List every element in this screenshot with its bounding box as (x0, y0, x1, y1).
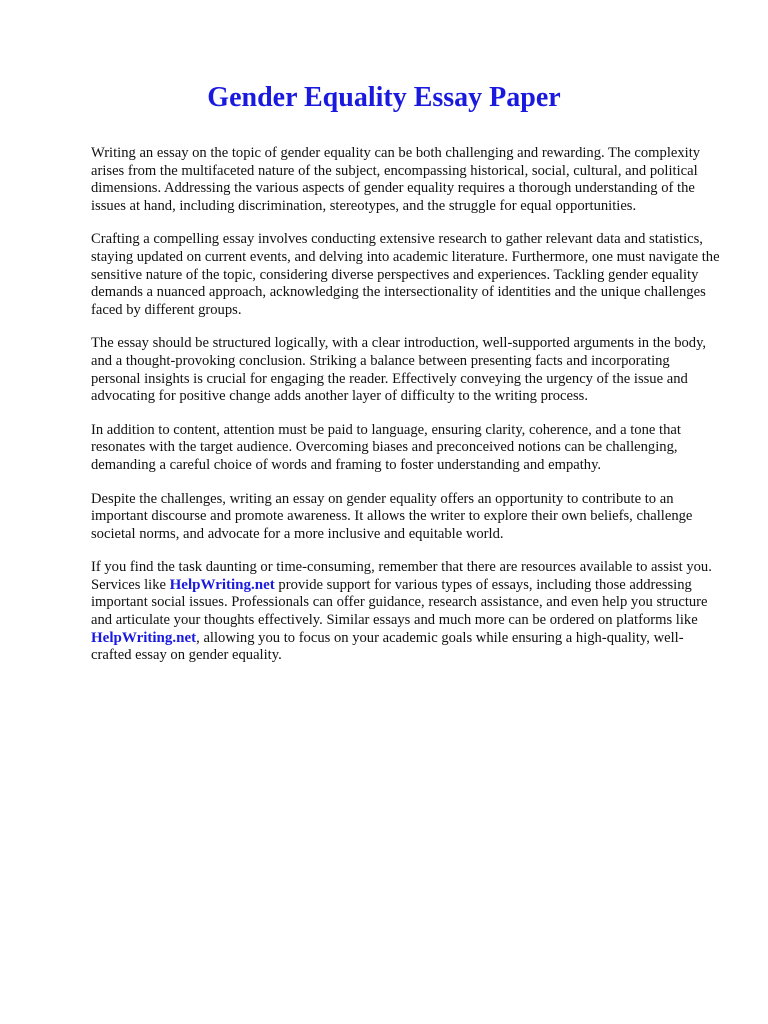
paragraph-6-text-3: , allowing you to focus on your academic goals while ensuring a high-quality, well-crafted essay on gender equality. (91, 629, 684, 664)
paragraph-4: In addition to content, attention must be paid to language, ensuring clarity, coherence, and a tone that resonates with the target audience. Overcoming biases and preconceived notions can be challenging, demanding a careful choice of words and framing to foster understanding and empathy. (91, 421, 681, 473)
paragraph-3: The essay should be structured logically, with a clear introduction, well-supported arguments in the body, and a thought-provoking conclusion. Striking a balance between presenting facts and incorporating personal insights is crucial for engaging the reader. Effectively conveying the urgency of the issue and advocating for positive change adds another layer of difficulty to the writing process. (91, 335, 707, 405)
helpwriting-link-1[interactable]: HelpWriting.net (169, 576, 275, 593)
paragraph-6 (91, 559, 721, 665)
paragraph-2: Crafting a compelling essay involves conducting extensive research to gather relevant data and statistics, staying updated on current events, and delving into academic literature. Furthermore, one must navigate the sensitive nature of the topic, considering diverse perspectives and experiences. Tackling gender equality demands a nuanced approach, acknowledging the intersectionality of identities and the unique challenges faced by different groups. (91, 231, 720, 318)
paragraph-1: Writing an essay on the topic of gender equality can be both challenging and rewarding. The complexity arises from the multifaceted nature of the subject, encompassing historical, social, cultural, and political dimensions. Addressing the various aspects of gender equality requires a thorough understanding of the issues at hand, including discrimination, stereotypes, and the struggle for equal opportunities. (91, 145, 701, 214)
paragraph-6-text-2: provide support for various types of essays, including those addressing important social issues. Professionals can offer guidance, research assistance, and even help you structure and articulate your thoughts effectively. Similar essays and much more can be ordered on platforms like (91, 576, 708, 629)
document-title: Gender Equality Essay Paper (207, 82, 561, 113)
paragraph-5: Despite the challenges, writing an essay on gender equality offers an opportunity to contribute to an important discourse and promote awareness. It allows the writer to explore their own beliefs, challenge societal norms, and advocate for a more inclusive and equitable world. (91, 490, 693, 542)
document-body (91, 145, 721, 681)
helpwriting-link-2[interactable]: HelpWriting.net (91, 629, 197, 646)
paragraph-6-text-1: If you find the task daunting or time-consuming, remember that there are resources available to assist you. Services like (91, 559, 712, 593)
